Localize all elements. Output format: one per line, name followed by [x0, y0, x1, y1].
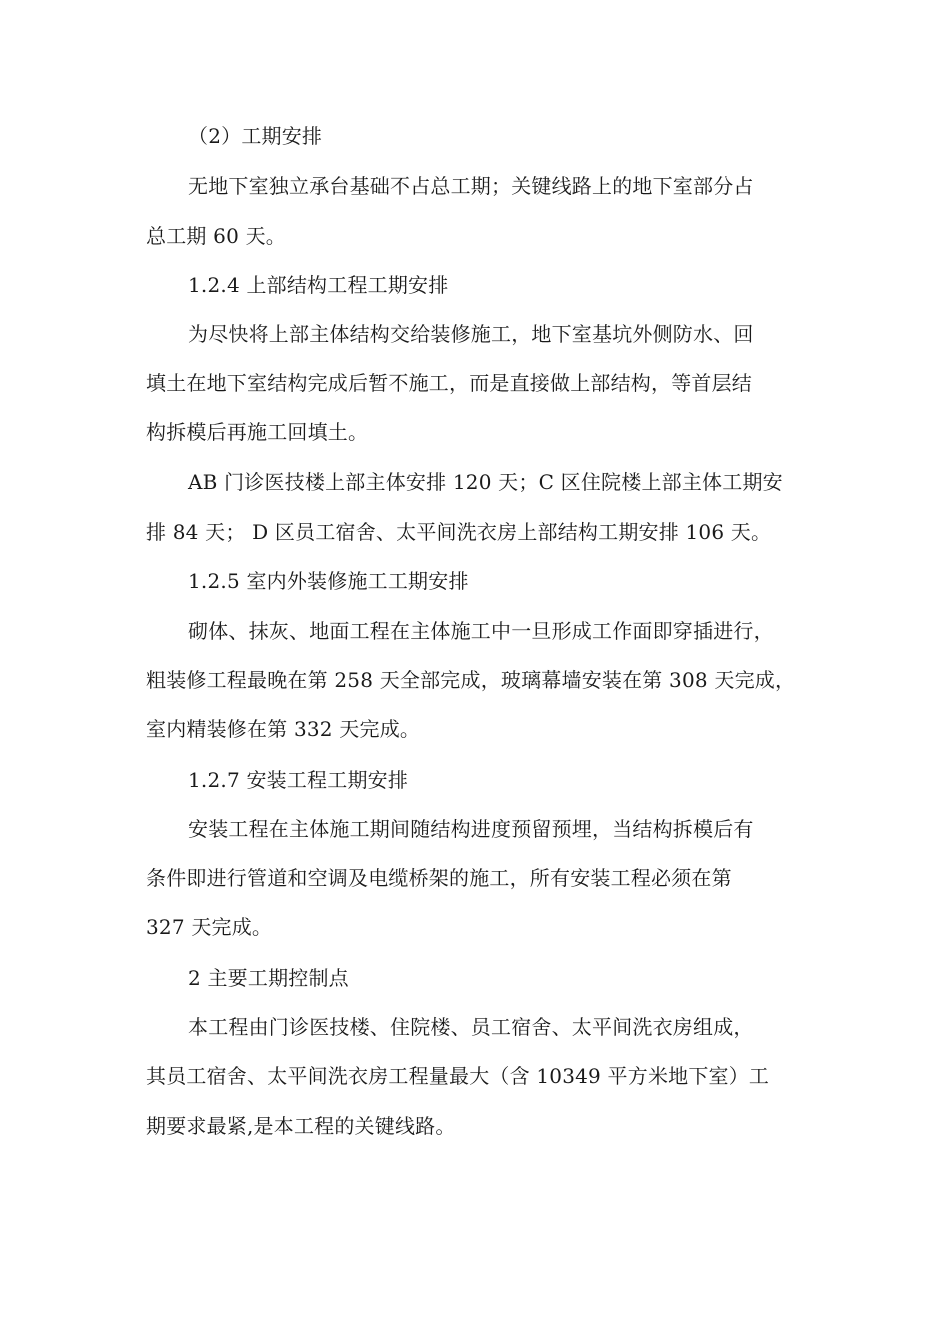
paragraph-line: 条件即进行管道和空调及电缆桥架的施工，所有安装工程必须在第	[146, 866, 732, 890]
paragraph-line: 排 84 天； D 区员工宿舍、太平间洗衣房上部结构工期安排 106 天。	[146, 520, 772, 544]
paragraph-line: 填土在地下室结构完成后暂不施工，而是直接做上部结构，等首层结	[146, 371, 752, 395]
paragraph-line: 安装工程在主体施工期间随结构进度预留预埋，当结构拆模后有	[188, 817, 754, 841]
section-heading-1-2-4: 1.2.4 上部结构工程工期安排	[188, 273, 449, 297]
paragraph-line: 室内精装修在第 332 天完成。	[146, 717, 421, 741]
paragraph-line: 本工程由门诊医技楼、住院楼、员工宿舍、太平间洗衣房组成，	[188, 1015, 754, 1039]
paragraph-line: 总工期 60 天。	[146, 224, 286, 248]
paragraph-line: AB 门诊医技楼上部主体安排 120 天；C 区住院楼上部主体工期安	[188, 470, 783, 494]
paragraph-line: 砌体、抹灰、地面工程在主体施工中一旦形成工作面即穿插进行，	[188, 619, 774, 643]
paragraph-line: 粗装修工程最晚在第 258 天全部完成，玻璃幕墙安装在第 308 天完成，	[146, 668, 796, 692]
paragraph-line: 期要求最紧,是本工程的关键线路。	[146, 1114, 456, 1138]
paragraph-line: 327 天完成。	[146, 915, 273, 939]
section-heading-1-2-7: 1.2.7 安装工程工期安排	[188, 768, 409, 792]
section-heading-2: 2 主要工期控制点	[188, 966, 349, 990]
paragraph-line: 为尽快将上部主体结构交给装修施工，地下室基坑外侧防水、回	[188, 322, 754, 346]
section-heading-1-2-5: 1.2.5 室内外装修施工工期安排	[188, 569, 469, 593]
paragraph-line: 其员工宿舍、太平间洗衣房工程量最大（含 10349 平方米地下室）工	[146, 1064, 770, 1088]
section-heading-schedule: （2）工期安排	[188, 124, 323, 148]
paragraph-line: 无地下室独立承台基础不占总工期；关键线路上的地下室部分占	[188, 174, 754, 198]
paragraph-line: 构拆模后再施工回填土。	[146, 420, 369, 444]
